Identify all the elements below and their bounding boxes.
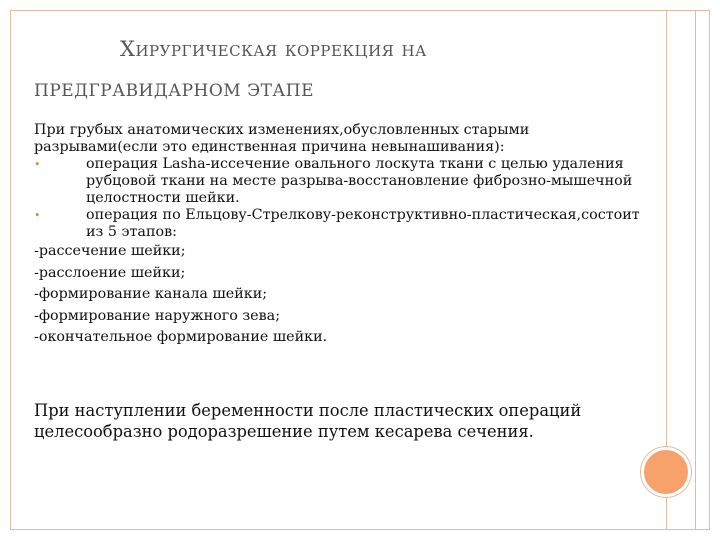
step-item: -формирование канала шейки; <box>34 286 268 302</box>
step-item: -окончательное формирование шейки. <box>34 329 328 345</box>
title-line-2: ПРЕДГРАВИДАРНОМ ЭТАПЕ <box>34 81 315 101</box>
bullet-marker: • <box>34 209 41 222</box>
bullet-text: операция Lasha-иссечение овального лоскута ткани с целью удаления рубцовой ткани на месте разрыва-восстановление фиброзно-мышечной целостности шейки. <box>86 156 633 206</box>
bullet-item <box>34 207 654 241</box>
bullet-marker: • <box>34 158 41 171</box>
step-item: -расслоение шейки; <box>34 264 186 281</box>
bullet-text: операция по Ельцову-Стрелкову-реконструктивно-пластическая,состоит из 5 этапов: <box>86 207 640 240</box>
intro-paragraph: При грубых анатомических изменениях,обусловленных старыми разрывами(если это единственная причина невынашивания): <box>34 122 530 155</box>
accent-circle <box>641 447 691 497</box>
step-item: -рассечение шейки; <box>34 243 186 259</box>
step-item: -формирование наружного зева; <box>34 307 281 324</box>
page-title <box>34 30 634 106</box>
title-line-1: Хирургическая коррекция на <box>120 37 427 61</box>
bullet-item <box>34 156 654 207</box>
closing-paragraph: При наступлении беременности после пластических операций целесообразно родоразрешение путем кесарева сечения. <box>34 401 582 441</box>
content-body <box>34 122 654 349</box>
